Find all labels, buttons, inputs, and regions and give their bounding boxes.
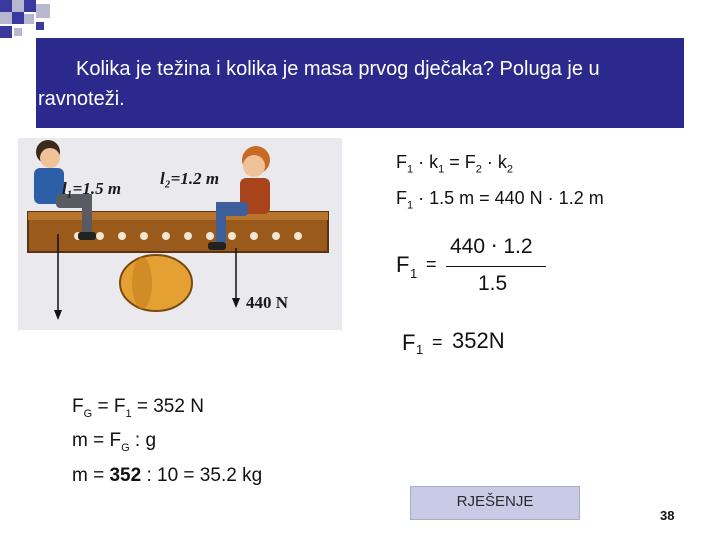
result-eq: = <box>432 332 443 352</box>
fraction-denominator: 1.5 <box>478 272 508 295</box>
deco-square <box>24 14 34 24</box>
calc-text: m = F <box>72 430 122 451</box>
eq-text: F <box>396 188 407 208</box>
deco-square <box>36 22 44 30</box>
solution-button[interactable]: RJEŠENJE <box>410 486 580 520</box>
result-lhs: F <box>402 330 416 355</box>
page-number: 38 <box>660 508 675 523</box>
fraction-lhs-sub: 1 <box>410 266 418 281</box>
fraction-eq: = <box>426 254 437 274</box>
slide-title: Kolika je težina i kolika je masa prvog dječaka? Poluga je u ravnoteži. <box>38 58 600 110</box>
seesaw-illustration <box>18 138 342 330</box>
eq-sub: 1 <box>407 163 414 176</box>
deco-square <box>0 26 12 38</box>
eq-text: · k <box>413 152 439 172</box>
deco-square <box>14 28 22 36</box>
deco-square <box>0 12 12 24</box>
calc-sub: G <box>121 441 130 454</box>
calc-sub: 1 <box>125 407 132 420</box>
eq-text: · 1.5 m = 440 N · 1.2 m <box>413 188 604 208</box>
label-force: 440 N <box>246 293 289 312</box>
calc-text: : 10 = 35.2 kg <box>141 465 263 486</box>
calc-sub: G <box>83 407 93 420</box>
calc-mass-result <box>72 465 262 487</box>
equation-substituted <box>396 188 604 212</box>
calc-weight <box>72 396 204 420</box>
deco-square <box>12 0 24 12</box>
result-lhs-sub: 1 <box>416 342 424 357</box>
deco-square <box>0 0 12 12</box>
eq-text: F <box>396 152 407 172</box>
calc-text: = 352 N <box>131 396 204 417</box>
eq-text: · k <box>481 152 507 172</box>
eq-sub: 2 <box>475 163 482 176</box>
calc-text: = F <box>92 396 126 417</box>
result-value: 352N <box>452 328 505 353</box>
fraction-numerator: 440 ⋅ 1.2 <box>450 235 533 258</box>
equation-result <box>402 324 562 364</box>
calc-bold: 352 <box>109 465 142 486</box>
eq-sub: 1 <box>438 163 445 176</box>
equation-fraction <box>396 232 556 302</box>
equation-balance <box>396 152 513 176</box>
calc-mass-formula <box>72 430 156 454</box>
fraction-bar <box>446 266 546 267</box>
deco-square <box>12 12 24 24</box>
eq-sub: 2 <box>506 163 514 176</box>
eq-text: = F <box>444 152 476 172</box>
deco-square <box>24 0 36 12</box>
eq-sub: 1 <box>407 199 414 212</box>
deco-square <box>36 4 50 18</box>
label-l2: l₂=1.2 m <box>160 169 220 188</box>
label-l1: l₁=1.5 m <box>62 179 122 198</box>
fraction-lhs: F <box>396 252 410 277</box>
calc-text: F <box>72 396 84 417</box>
calc-text: m = <box>72 465 110 486</box>
calc-text: : g <box>129 430 157 451</box>
